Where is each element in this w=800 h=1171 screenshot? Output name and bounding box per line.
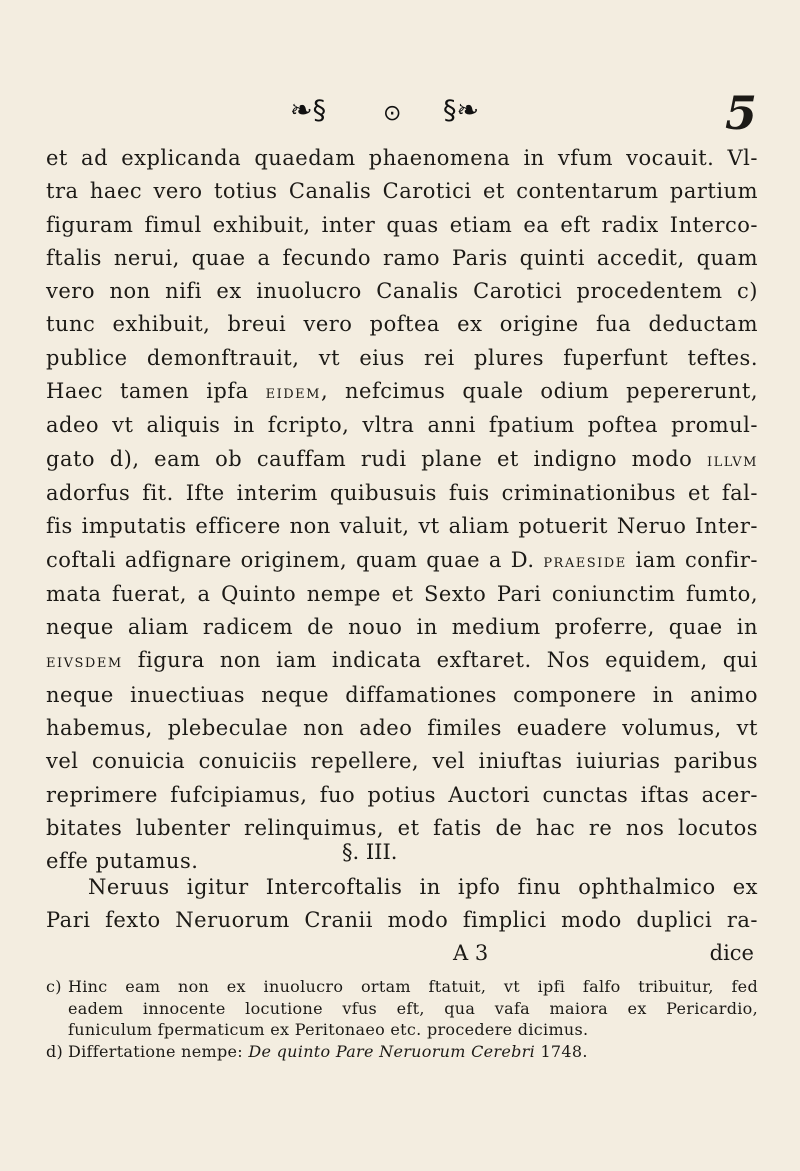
text-segment: figura non iam indicata exftaret. Nos equidem, qui	[122, 648, 758, 673]
footnote-marker: c)	[46, 977, 62, 996]
section-heading: §. III.	[342, 840, 398, 864]
signature-mark: A 3	[453, 941, 489, 965]
ornament-left-icon: ❧§	[290, 95, 327, 126]
footnote-text: Hinc eam non ex inuolucro ortam ftatuit, vt ipfi falfo tribuitur, fed	[68, 977, 758, 996]
text-line: reprimere fufcipiamus, fuo potius Auctori cunctas iftas acer-	[46, 782, 758, 807]
page-number: 5	[724, 86, 757, 140]
text-line	[46, 443, 758, 477]
text-segment: gato d), eam ob cauffam rudi plane et indigno modo	[46, 446, 707, 471]
footnote-d	[46, 1041, 758, 1063]
text-line: et ad explicanda quaedam phaenomena in vfum vocauit. Vl-	[46, 146, 758, 170]
text-segment: iam confir-	[626, 547, 758, 572]
text-line	[46, 544, 758, 578]
text-line: publice demonftrauit, vt eius rei plures fuperfunt teftes.	[46, 345, 758, 370]
text-line: vero non nifi ex inuolucro Canalis Carotici procedentem c)	[46, 279, 758, 304]
text-segment: Haec tamen ipfa	[46, 379, 266, 404]
text-line	[46, 644, 758, 678]
footnote-line: eadem innocente locutione vfus eft, qua vafa maiora ex Pericardio,	[68, 998, 758, 1018]
text-line: habemus, plebeculae non adeo fimiles euadere volumus, vt	[46, 716, 758, 741]
text-line: adorfus fit. Ifte interim quibusuis fuis criminationibus et fal-	[46, 480, 758, 505]
small-caps-name: eidem	[265, 382, 321, 404]
text-line	[46, 375, 758, 409]
section-paragraph	[46, 871, 758, 938]
ornament-right-icon: §❧	[443, 95, 480, 126]
footnote-marker: d)	[46, 1041, 64, 1061]
text-line: mata fuerat, a Quinto nempe et Sexto Pari coniunctim fumto,	[46, 581, 758, 606]
small-caps-name: illvm	[706, 449, 758, 471]
text-line: tunc exhibuit, breui vero poftea ex origine fua deductam	[46, 312, 758, 337]
text-line: neque inuectiuas neque diffamationes componere in animo	[46, 682, 758, 707]
footnote-text: Differtatione nempe:	[68, 1041, 249, 1061]
text-line: neque aliam radicem de nouo in medium proferre, quae in	[46, 615, 758, 640]
text-line: adeo vt aliquis in fcripto, vltra anni fpatium poftea promul-	[46, 413, 758, 438]
small-caps-name: eivsdem	[46, 651, 123, 673]
catchword: dice	[709, 941, 754, 965]
text-line: bitates lubenter relinquimus, et fatis de hac re nos locutos	[46, 815, 758, 840]
text-line: ftalis nerui, quae a fecundo ramo Paris quinti accedit, quam	[46, 245, 758, 270]
text-segment: , nefcimus quale odium pepererunt,	[320, 379, 759, 404]
text-line: fis imputatis efficere non valuit, vt aliam potuerit Neruo Inter-	[46, 514, 758, 539]
text-line: tra haec vero totius Canalis Carotici et contentarum partium	[46, 179, 758, 204]
footnote-line: funiculum fpermaticum ex Peritonaeo etc. procedere dicimus.	[68, 1020, 589, 1039]
footnote-year: 1748.	[535, 1041, 588, 1061]
page-header	[0, 86, 800, 140]
footnotes	[46, 976, 758, 1062]
body-paragraph	[46, 142, 758, 879]
text-line: Neruus igitur Intercoftalis in ipfo finu ophthalmico ex	[88, 875, 758, 899]
small-caps-name: praeside	[543, 550, 627, 572]
text-segment: coftali adfignare originem, quam quae a D.	[46, 547, 544, 572]
text-line: effe putamus.	[46, 849, 199, 874]
text-line: figuram fimul exhibuit, inter quas etiam ea eft radix Interco-	[46, 212, 758, 237]
footnote-c	[46, 976, 758, 998]
text-line: Pari fexto Neruorum Cranii modo fimplici modo duplici ra-	[46, 908, 758, 933]
text-line: vel conuicia conuiciis repellere, vel iniuftas iuiurias paribus	[46, 749, 758, 774]
footnote-title: De quinto Pare Neruorum Cerebri	[248, 1041, 536, 1061]
ornament-middle-icon: ⊙	[383, 101, 402, 126]
